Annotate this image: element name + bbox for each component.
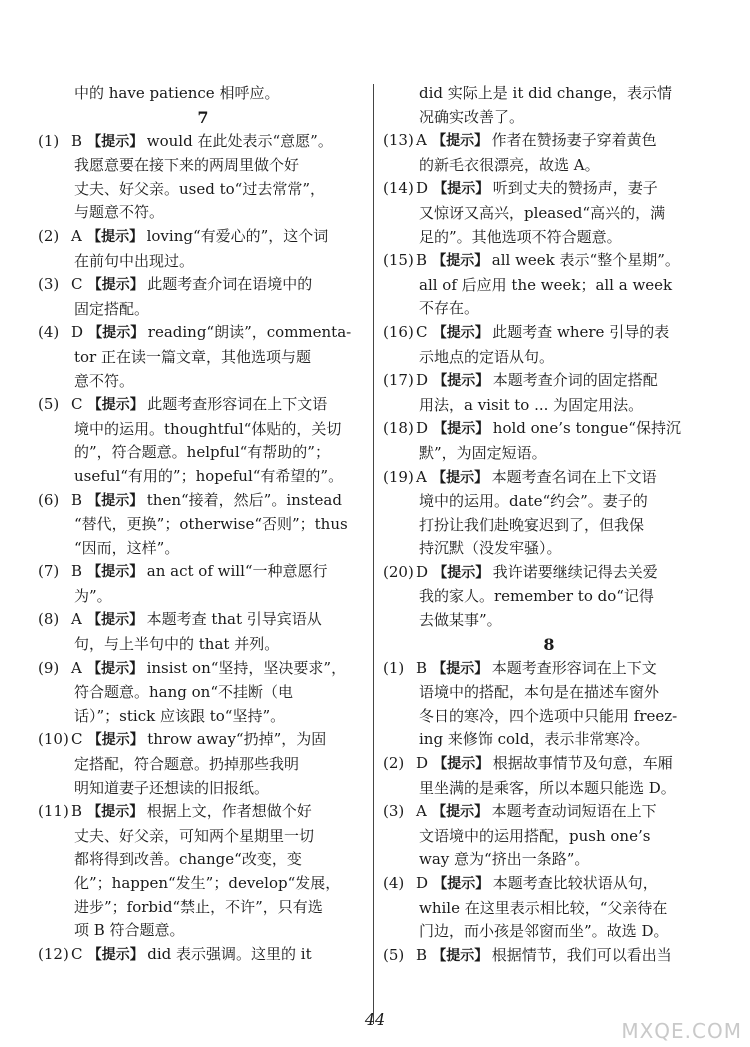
question-number: (4)	[383, 874, 405, 892]
answer-item	[383, 944, 715, 969]
hint-label: 【提示】	[433, 876, 490, 892]
hint-label: 【提示】	[87, 397, 144, 414]
question-number: (9)	[38, 658, 60, 677]
text-line: way 意为“挤出一条路”。	[419, 850, 590, 869]
text-line: 默”，为固定短语。	[419, 443, 547, 462]
question-number: (18)	[383, 419, 414, 438]
text-line: 固定搭配。	[74, 299, 150, 318]
hint-text: 根据情节，我们可以看出当	[491, 945, 672, 964]
answer-item	[38, 560, 368, 585]
answer-item	[383, 129, 715, 154]
answer-letter: D	[416, 754, 429, 773]
text-line: tor 正在读一篇文章，其他选项与题	[74, 347, 311, 366]
answer-item	[38, 943, 368, 968]
text-line: 化”；happen“发生”；develop“发展，	[74, 874, 341, 892]
text-line: 为”。	[74, 586, 112, 605]
answer-letter: B	[71, 562, 83, 581]
hint-label: 【提示】	[433, 756, 490, 773]
question-number: (5)	[38, 395, 60, 414]
answer-letter: C	[71, 944, 83, 963]
text-line: 不存在。	[419, 299, 480, 318]
question-number: (7)	[38, 562, 60, 581]
question-number: (6)	[38, 490, 60, 509]
hint-label: 【提示】	[432, 253, 489, 270]
answer-item	[38, 657, 368, 682]
question-number: (13)	[383, 131, 414, 150]
section-number: 7	[197, 107, 209, 127]
hint-text: 听到丈夫的赞扬声，妻子	[492, 179, 658, 198]
hint-label: 【提示】	[87, 612, 144, 629]
text-line: useful“有用的”；hopeful“有希望的”。	[74, 466, 344, 485]
answer-letter: B	[416, 251, 428, 270]
hint-text: 本题考查介词的固定搭配	[492, 371, 658, 390]
hint-text: an act of will“一种意愿行	[146, 562, 328, 581]
text-line: did 实际上是 it did change，表示情	[419, 84, 673, 102]
answer-item	[38, 608, 368, 633]
hint-label: 【提示】	[88, 325, 145, 342]
text-line: 境中的运用。thoughtful“体贴的，关切	[74, 419, 342, 438]
answer-item	[383, 561, 715, 586]
answer-letter: B	[71, 490, 83, 509]
hint-label: 【提示】	[87, 946, 144, 963]
answer-item	[38, 393, 368, 418]
text-line: 的新毛衣很漂亮，故选 A。	[419, 155, 600, 174]
hint-label: 【提示】	[433, 373, 490, 390]
answer-item	[383, 417, 715, 442]
hint-label: 【提示】	[432, 324, 489, 341]
hint-text: 本题考查比较状语从句，	[492, 874, 658, 892]
text-line: 境中的运用。date“约会”。妻子的	[419, 492, 648, 511]
answer-letter: A	[416, 131, 427, 150]
answer-item	[38, 728, 368, 753]
text-line: 中的 have patience 相呼应。	[74, 84, 280, 102]
answer-letter: A	[71, 610, 82, 629]
answer-item	[38, 800, 368, 825]
text-line: 符合题意。hang on“不挂断（电	[74, 683, 293, 702]
answer-item	[383, 752, 715, 777]
text-line: 持沉默（没发牢骚）。	[419, 539, 562, 558]
hint-label: 【提示】	[87, 660, 144, 677]
hint-text: 作者在赞扬妻子穿着黄色	[491, 131, 657, 150]
hint-label: 【提示】	[87, 492, 144, 509]
answer-letter: A	[71, 658, 82, 677]
text-line: “替代，更换”；otherwise“否则”；thus	[74, 515, 348, 534]
hint-label: 【提示】	[87, 804, 144, 821]
hint-text: 根据上文，作者想做个好	[146, 802, 312, 821]
text-line: 在前句中出现过。	[74, 251, 195, 270]
answer-item	[383, 872, 715, 897]
question-number: (8)	[38, 610, 60, 629]
text-line: 里坐满的是乘客，所以本题只能选 D。	[419, 778, 676, 797]
hint-text: would 在此处表示“意愿”。	[146, 131, 333, 150]
answer-letter: A	[416, 467, 427, 486]
question-number: (16)	[383, 322, 414, 341]
question-number: (2)	[38, 226, 60, 245]
hint-label: 【提示】	[87, 228, 144, 245]
hint-text: did 表示强调。这里的 it	[147, 944, 312, 963]
question-number: (3)	[383, 802, 405, 821]
question-number: (5)	[383, 945, 405, 964]
text-line: 与题意不符。	[74, 203, 165, 222]
text-line: 用法，a visit to ... 为固定用法。	[419, 395, 644, 414]
page-number: 44	[364, 1010, 386, 1029]
text-line: 足的”。其他选项不符合题意。	[419, 227, 622, 246]
hint-label: 【提示】	[87, 564, 144, 581]
answer-letter: D	[71, 323, 84, 342]
hint-text: 此题考查介词在语境中的	[147, 275, 313, 294]
answer-item	[38, 130, 368, 155]
hint-text: insist on“坚持，坚决要求”，	[146, 658, 347, 677]
hint-label: 【提示】	[432, 947, 489, 964]
answer-letter: C	[71, 730, 83, 749]
text-line: 定搭配，符合题意。扔掉那些我明	[74, 755, 300, 774]
question-number: (1)	[383, 658, 405, 677]
hint-label: 【提示】	[87, 277, 144, 294]
text-line: all of 后应用 the week；all a week	[419, 275, 673, 294]
answer-item	[383, 800, 715, 825]
text-line: 意不符。	[74, 371, 135, 390]
hint-label: 【提示】	[87, 732, 144, 749]
text-line: 去做某事”。	[419, 611, 502, 630]
question-number: (14)	[383, 179, 414, 198]
hint-label: 【提示】	[432, 469, 489, 486]
text-line: while 在这里表示相比较，“父亲待在	[419, 898, 668, 917]
question-number: (19)	[383, 467, 414, 486]
text-line: 进步”；forbid“禁止，不许”，只有选	[74, 897, 323, 916]
question-number: (4)	[38, 323, 60, 342]
hint-text: hold one’s tongue“保持沉	[492, 419, 681, 438]
answer-letter: C	[416, 322, 428, 341]
answer-letter: D	[416, 562, 429, 581]
hint-text: 我许诺要继续记得去关爱	[492, 562, 658, 581]
answer-letter: D	[416, 419, 429, 438]
hint-label: 【提示】	[433, 181, 490, 198]
answer-item	[38, 225, 368, 250]
hint-text: 根据故事情节及句意，车厢	[492, 754, 673, 773]
text-line: 打扮让我们赴晚宴迟到了，但我保	[419, 515, 645, 534]
text-line: 明知道妻子还想读的旧报纸。	[74, 778, 270, 797]
text-line: 句，与上半句中的 that 并列。	[74, 635, 280, 654]
answer-letter: A	[416, 802, 427, 821]
answer-item	[383, 369, 715, 394]
answer-letter: D	[416, 874, 429, 892]
answer-item	[383, 657, 715, 682]
answer-item	[38, 489, 368, 514]
hint-text: all week 表示“整个星期”。	[491, 251, 680, 270]
text-line: 示地点的定语从句。	[419, 347, 555, 366]
text-line: 的”，符合题意。helpful“有帮助的”；	[74, 443, 330, 462]
answer-letter: C	[71, 395, 83, 414]
answer-letter: B	[416, 945, 428, 964]
question-number: (20)	[383, 562, 414, 581]
text-line: 文语境中的运用搭配，push one’s	[419, 826, 651, 845]
question-number: (10)	[38, 730, 69, 749]
question-number: (12)	[38, 944, 69, 963]
hint-label: 【提示】	[432, 804, 489, 821]
answer-item	[38, 321, 368, 346]
text-line: 丈夫、好父亲，可知两个星期里一切	[74, 826, 315, 845]
answer-item	[383, 321, 715, 346]
answer-letter: B	[416, 658, 428, 677]
column-divider	[373, 84, 374, 1024]
text-line: 语境中的搭配，本句是在描述车窗外	[419, 683, 660, 702]
answer-letter: D	[416, 371, 429, 390]
text-line: 况确实改善了。	[419, 107, 525, 126]
answer-item	[383, 466, 715, 491]
answer-item	[383, 249, 715, 274]
hint-label: 【提示】	[432, 133, 489, 150]
hint-text: loving“有爱心的”，这个词	[146, 226, 329, 245]
text-line: ing 来修饰 cold，表示非常寒冷。	[419, 730, 650, 749]
right-column	[383, 82, 715, 968]
answer-item	[383, 177, 715, 202]
answer-item	[38, 273, 368, 298]
hint-text: throw away“扔掉”，为固	[147, 730, 327, 749]
text-line: “因而，这样”。	[74, 538, 180, 557]
section-number: 8	[543, 634, 555, 654]
text-line: 冬日的寒冷，四个选项中只能用 freez-	[419, 706, 678, 725]
hint-text: 本题考查名词在上下文语	[491, 467, 657, 486]
question-number: (17)	[383, 371, 414, 390]
text-line: 丈夫、好父亲。used to“过去常常”，	[74, 179, 326, 198]
text-line: 我的家人。remember to do“记得	[419, 587, 654, 606]
question-number: (2)	[383, 754, 405, 773]
hint-label: 【提示】	[433, 564, 490, 581]
hint-text: 此题考查 where 引导的表	[492, 322, 670, 341]
hint-text: then“接着，然后”。instead	[146, 490, 342, 509]
text-line: 我愿意要在接下来的两周里做个好	[74, 156, 300, 175]
hint-label: 【提示】	[433, 421, 490, 438]
question-number: (15)	[383, 251, 414, 270]
question-number: (1)	[38, 131, 60, 150]
question-number: (3)	[38, 275, 60, 294]
text-line: 话）”；stick 应该跟 to“坚持”。	[74, 706, 286, 725]
hint-label: 【提示】	[87, 133, 144, 150]
hint-text: 本题考查 that 引导宾语从	[146, 610, 322, 629]
text-line: 项 B 符合题意。	[74, 921, 185, 940]
hint-text: 此题考查形容词在上下文语	[147, 395, 328, 414]
question-number: (11)	[38, 802, 69, 821]
answer-letter: B	[71, 131, 83, 150]
watermark-logo: MXQE.COM	[621, 1019, 742, 1043]
answer-letter: B	[71, 802, 83, 821]
text-line: 门边，而小孩是邻窗而坐”。故选 D。	[419, 922, 669, 941]
answer-letter: D	[416, 179, 429, 198]
hint-text: 本题考查形容词在上下文	[491, 658, 657, 677]
left-column	[38, 82, 368, 967]
text-line: 都将得到改善。change“改变，变	[74, 850, 302, 869]
hint-text: reading“朗读”，commenta-	[147, 323, 352, 342]
hint-text: 本题考查动词短语在上下	[491, 802, 657, 821]
answer-letter: C	[71, 275, 83, 294]
text-line: 又惊讶又高兴，pleased“高兴的，满	[419, 203, 666, 222]
hint-label: 【提示】	[432, 660, 489, 677]
answer-letter: A	[71, 226, 82, 245]
